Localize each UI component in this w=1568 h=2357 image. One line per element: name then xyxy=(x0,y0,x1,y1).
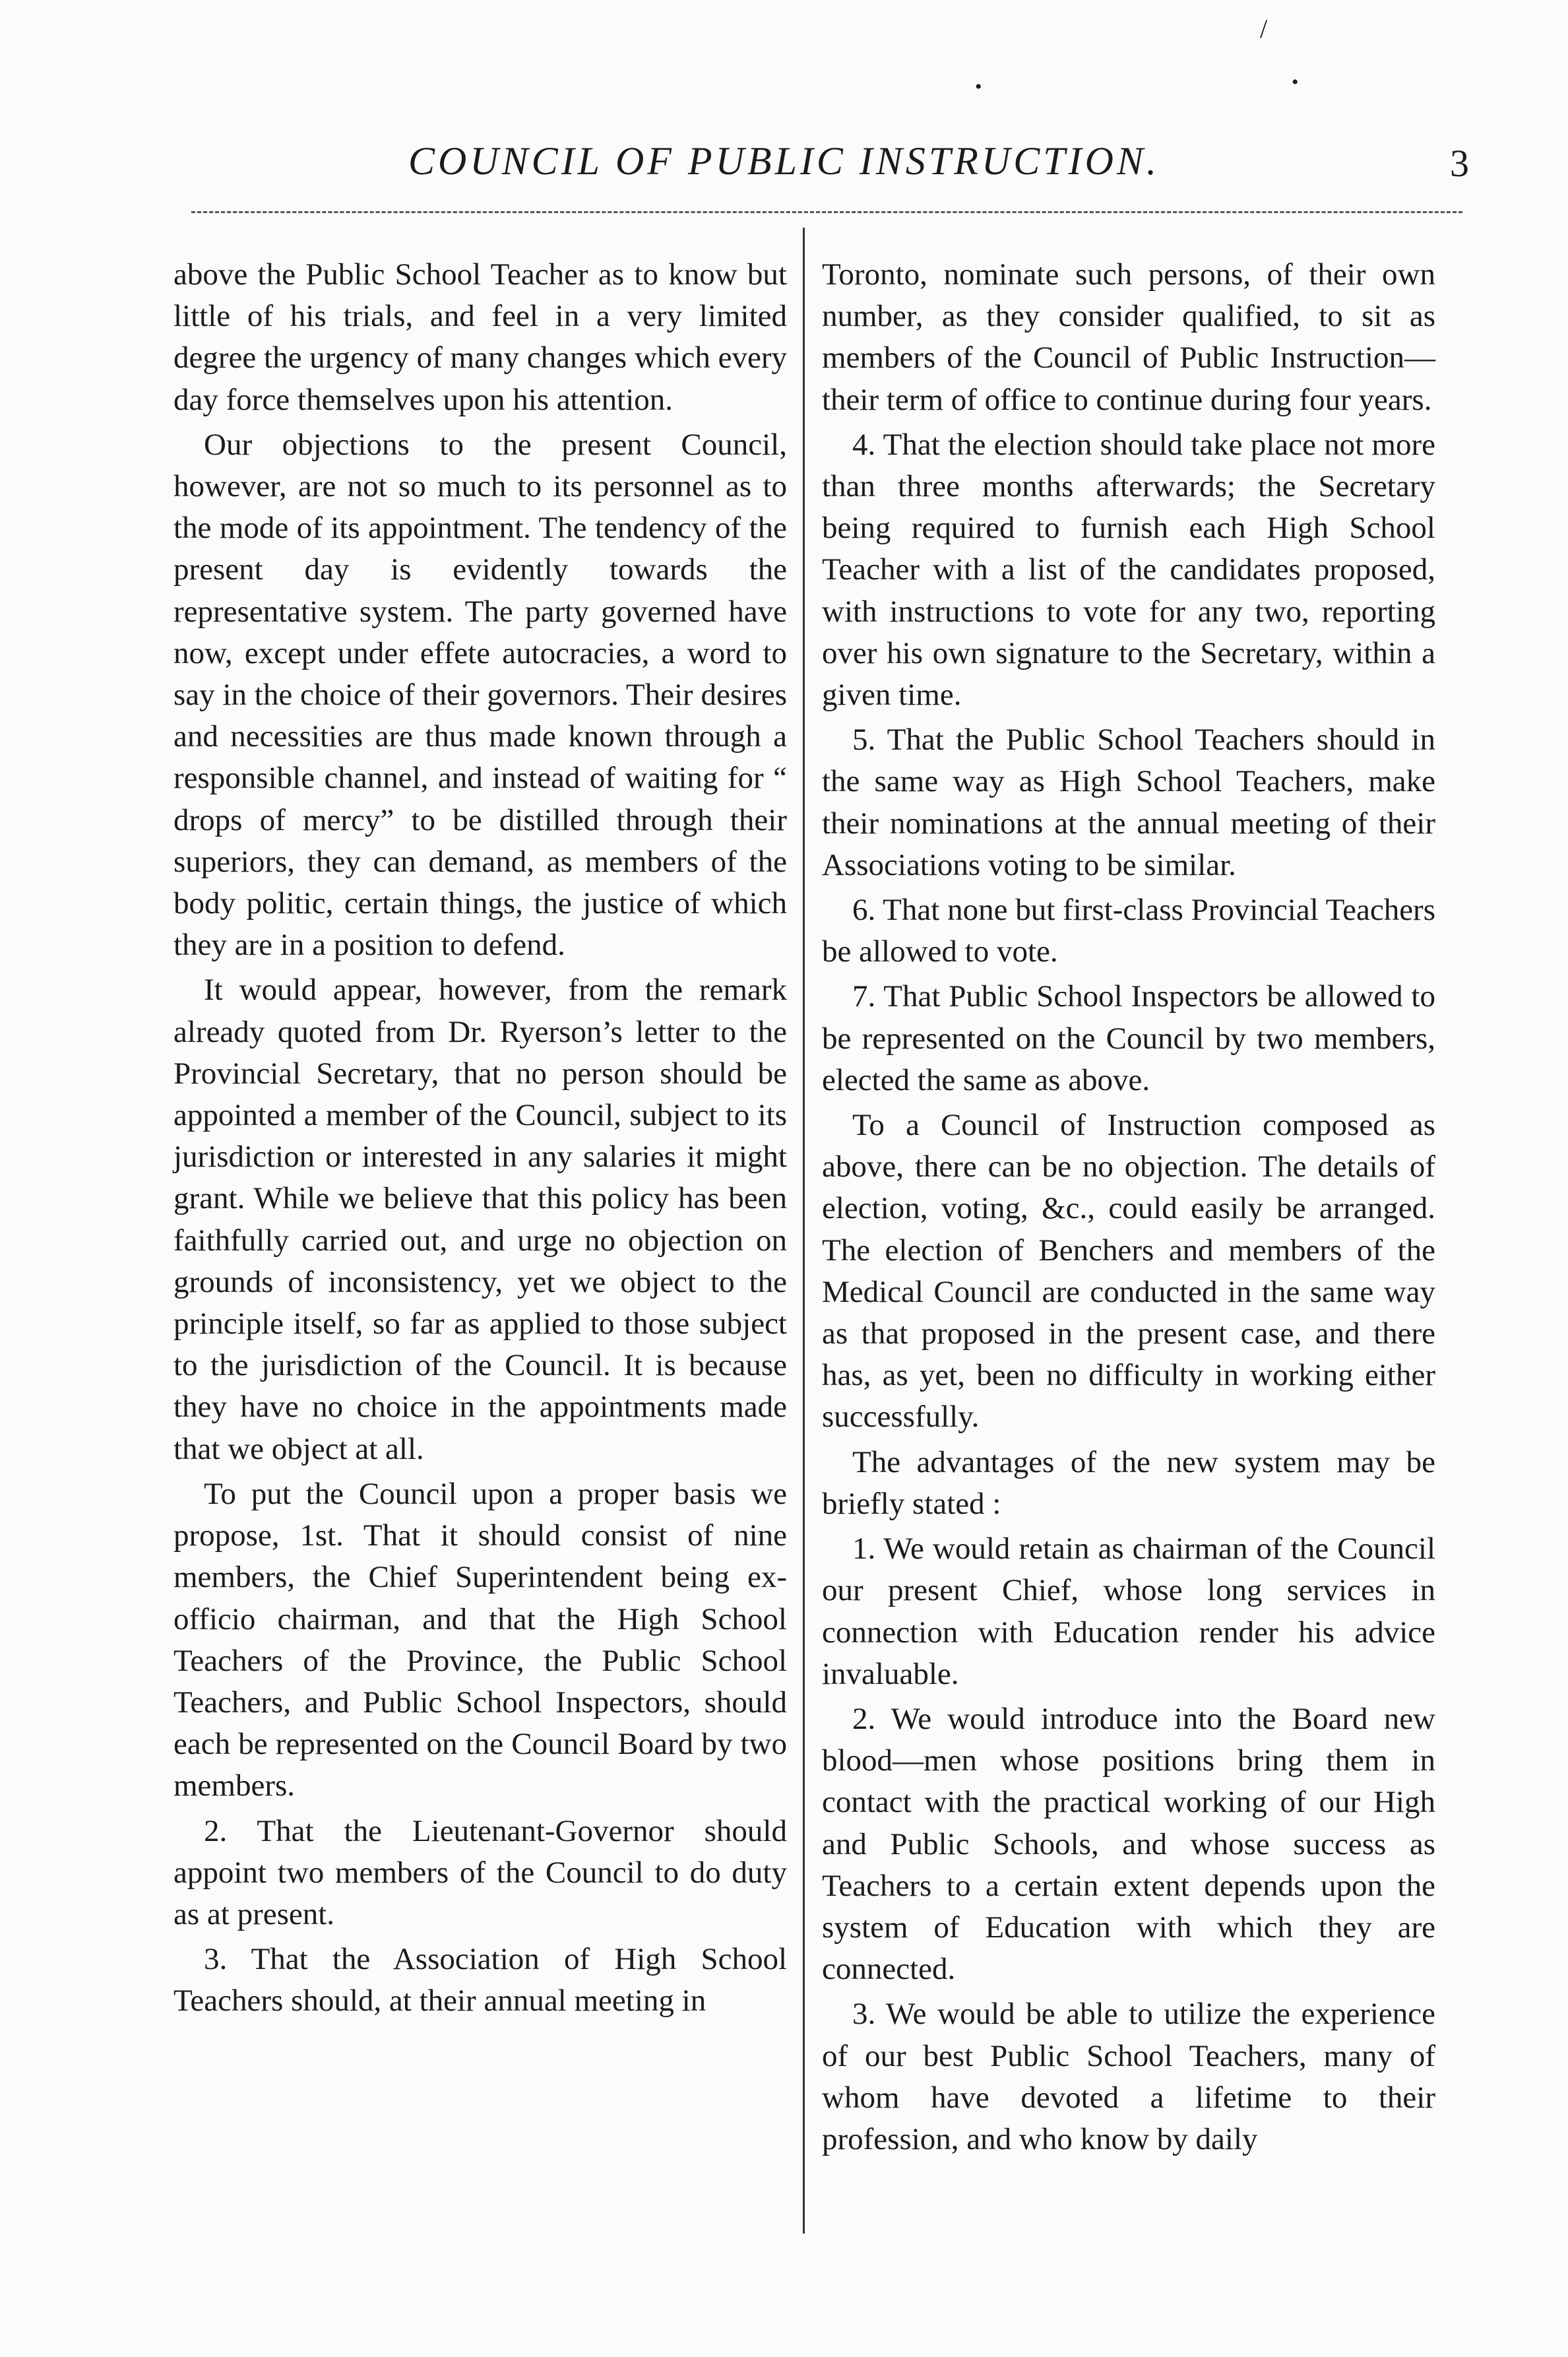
paragraph: 3. That the Association of High School Teachers should, at their annual meeting in xyxy=(173,1942,787,2018)
paragraph: 2. We would introduce into the Board new blood—men whose positions bring them in contact with the practical working of our High and Public Schools, and whose success as Teachers to a certain extent depends upon the system of Education with which they are connected. xyxy=(822,1701,1435,1987)
paragraph: To put the Council upon a proper basis we propose, 1st. That it should consist of nine members, the Chief Superintendent being ex-officio chairman, and that the High School Teachers of the Province, the Public School Teachers, and Public School Inspectors, should each be represented on the Council Board by two members. xyxy=(173,1476,787,1803)
stray-dot: • xyxy=(1292,71,1299,93)
column-divider xyxy=(803,228,805,2234)
left-column xyxy=(173,254,787,2026)
paragraph: Toronto, nominate such persons, of their own number, as they consider qualified, to sit as members of the Council of Public Instruction—their term of office to continue during four years. xyxy=(822,257,1435,417)
paragraph: 6. That none but first-class Provincial Teachers be allowed to vote. xyxy=(822,893,1435,969)
paragraph: 5. That the Public School Teachers should in the same way as High School Teachers, make their nominations at the annual meeting of their Associations voting to be similar. xyxy=(822,723,1435,882)
paragraph: The advantages of the new system may be briefly stated : xyxy=(822,1444,1435,1521)
paragraph: Our objections to the present Council, however, are not so much to its personnel as to the mode of its appointment. The tendency of the present day is evidently towards the representative system. The party governed have now, except under effete autocracies, a word to say in the choice of their governors. Their desires and necessities are thus made known through a responsible channel, and instead of waiting for “ drops of mercy” to be distilled through their superiors, they can demand, as members of the body politic, certain things, the justice of which they are in a position to defend. xyxy=(173,427,787,963)
paragraph: 2. That the Lieutenant-Governor should appoint two members of the Council to do duty as at present. xyxy=(173,1813,787,1931)
header-rule xyxy=(191,211,1462,213)
right-column xyxy=(822,254,1435,2164)
paragraph: It would appear, however, from the remark already quoted from Dr. Ryerson’s letter to the Provincial Secretary, that no person should be appointed a member of the Council, subject to its jurisdiction or interested in any salaries it might grant. While we believe that this policy has been faithfully carried out, and urge no objection on grounds of inconsistency, yet we object to the principle itself, so far as applied to those subject to the jurisdiction of the Council. It is because they have no choice in the appointments made that we object at all. xyxy=(173,973,787,1466)
page-header xyxy=(0,139,1568,211)
paragraph: 4. That the election should take place not more than three months afterwards; the Secretary being required to furnish each High School Teacher with a list of the candidates proposed, with instructions to vote for any two, reporting over his own signature to the Secretary, within a given time. xyxy=(822,427,1435,713)
paragraph: 3. We would be able to utilize the experience of our best Public School Teachers, many of whom have devoted a lifetime to their profession, and who know by daily xyxy=(822,1997,1435,2156)
paragraph: To a Council of Instruction composed as above, there can be no objection. The details of election, voting, &c., could easily be arranged. The election of Benchers and members of the Medical Council are conducted in the same way as that proposed in the present case, and there has, as yet, been no difficulty in working either successfully. xyxy=(822,1108,1435,1435)
page-number: 3 xyxy=(1450,142,1469,185)
stray-mark: / xyxy=(1260,14,1268,44)
paragraph: 7. That Public School Inspectors be allowed to be represented on the Council by two members, elected the same as above. xyxy=(822,979,1435,1097)
paragraph: above the Public School Teacher as to know but little of his trials, and feel in a very limited degree the urgency of many changes which every day force themselves upon his attention. xyxy=(173,257,787,417)
running-title: COUNCIL OF PUBLIC INSTRUCTION. xyxy=(408,139,1160,183)
paragraph: 1. We would retain as chairman of the Council our present Chief, whose long services in connection with Education render his advice invaluable. xyxy=(822,1532,1435,1691)
stray-dot: • xyxy=(975,76,982,98)
